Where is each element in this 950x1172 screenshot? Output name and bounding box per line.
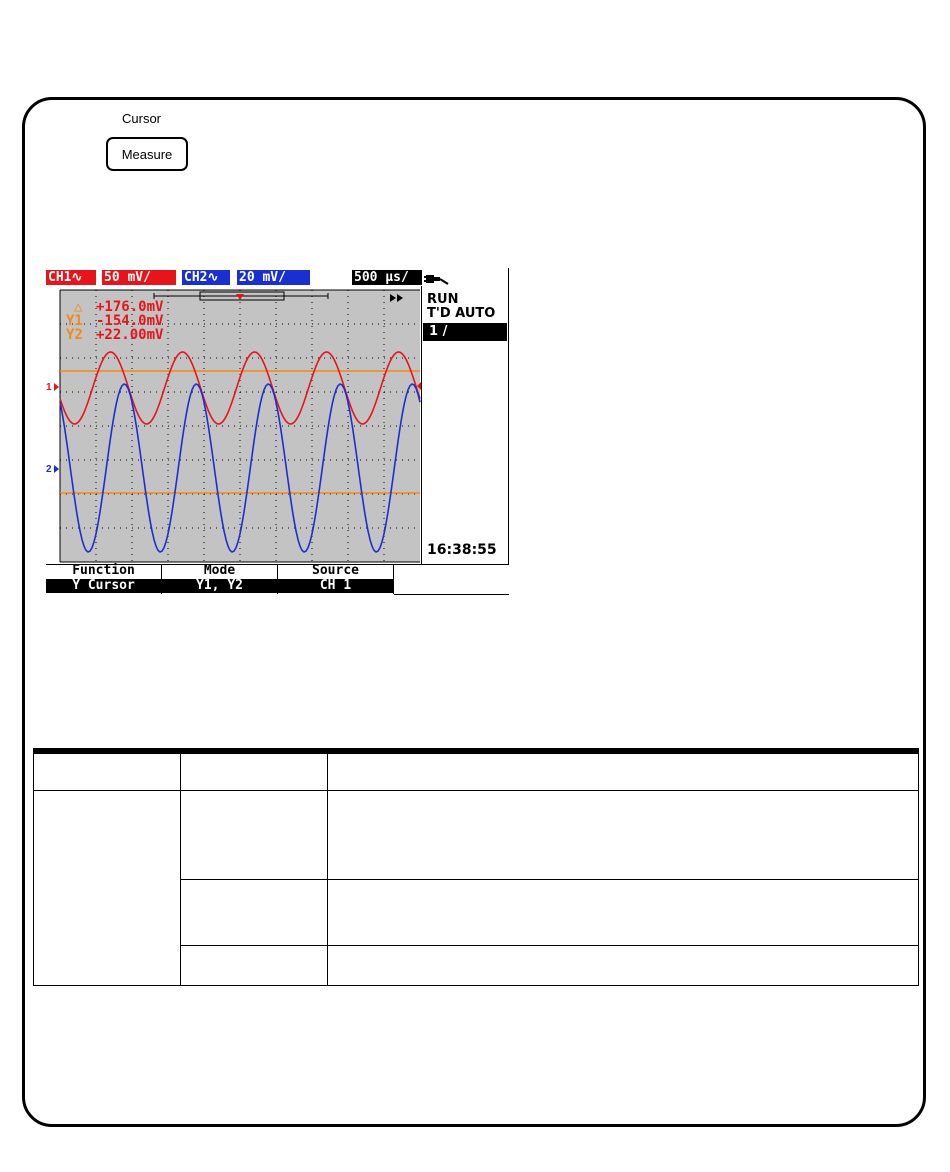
softkey-source-title: Source (312, 563, 359, 578)
clock-time: 16:38:55 (427, 542, 497, 558)
ch1-label: CH1∿ (46, 270, 96, 285)
table-cell (181, 946, 328, 986)
table-cell (328, 946, 919, 986)
table-cell (328, 880, 919, 946)
readout-y1-label: Y1 (66, 313, 83, 329)
softkey-mode-title: Mode (203, 563, 236, 578)
ch2-marker-arrow-icon (54, 465, 59, 473)
ch2-marker: 2 (46, 464, 52, 475)
softkey-mode[interactable] (162, 564, 278, 594)
softkey-function-value: Y Cursor (46, 579, 161, 593)
power-plug-icon (424, 272, 450, 286)
measure-key-button[interactable] (106, 137, 188, 171)
readout-y2-label: Y2 (66, 327, 83, 343)
ch2-label: CH2∿ (182, 270, 230, 285)
softkey-source[interactable] (278, 564, 394, 594)
waveform-display (46, 286, 422, 564)
ch1-marker-arrow-icon (54, 383, 59, 391)
timebase: 500 µs/ (352, 270, 422, 285)
softkey-source-value: CH 1 (278, 579, 393, 593)
softkey-mode-value: Y1, Y2 (162, 579, 277, 593)
ch1-scale: 50 mV/ (102, 270, 176, 285)
table-cell (34, 791, 181, 986)
readout-y1: -154.0mV (96, 313, 164, 329)
softkey-function[interactable] (46, 564, 162, 594)
softkey-function-title: Function (72, 563, 135, 578)
trigger-source: 1 / (423, 323, 507, 341)
key-caption: Cursor (122, 111, 162, 126)
scope-screen (46, 268, 509, 600)
table-cell (181, 791, 328, 880)
run-state: RUN (427, 292, 459, 307)
table-header-row (34, 749, 919, 791)
function-table (33, 748, 919, 986)
table-cell (181, 880, 328, 946)
readout-delta-label: △ (74, 299, 83, 315)
readout-y2: +22.00mV (96, 327, 164, 343)
table-cell (328, 749, 919, 791)
table-cell (34, 749, 181, 791)
measure-key-label: Measure (121, 146, 173, 162)
right-edge (508, 268, 509, 564)
table-cell (328, 791, 919, 880)
table-cell (181, 749, 328, 791)
table-row (34, 791, 919, 880)
readout-delta: +176.0mV (96, 299, 164, 315)
ch1-marker: 1 (46, 382, 52, 393)
softkey-menu (46, 564, 509, 600)
ch2-scale: 20 mV/ (237, 270, 310, 285)
softkey-empty[interactable] (394, 564, 509, 594)
trigger-mode: T'D AUTO (427, 306, 496, 321)
